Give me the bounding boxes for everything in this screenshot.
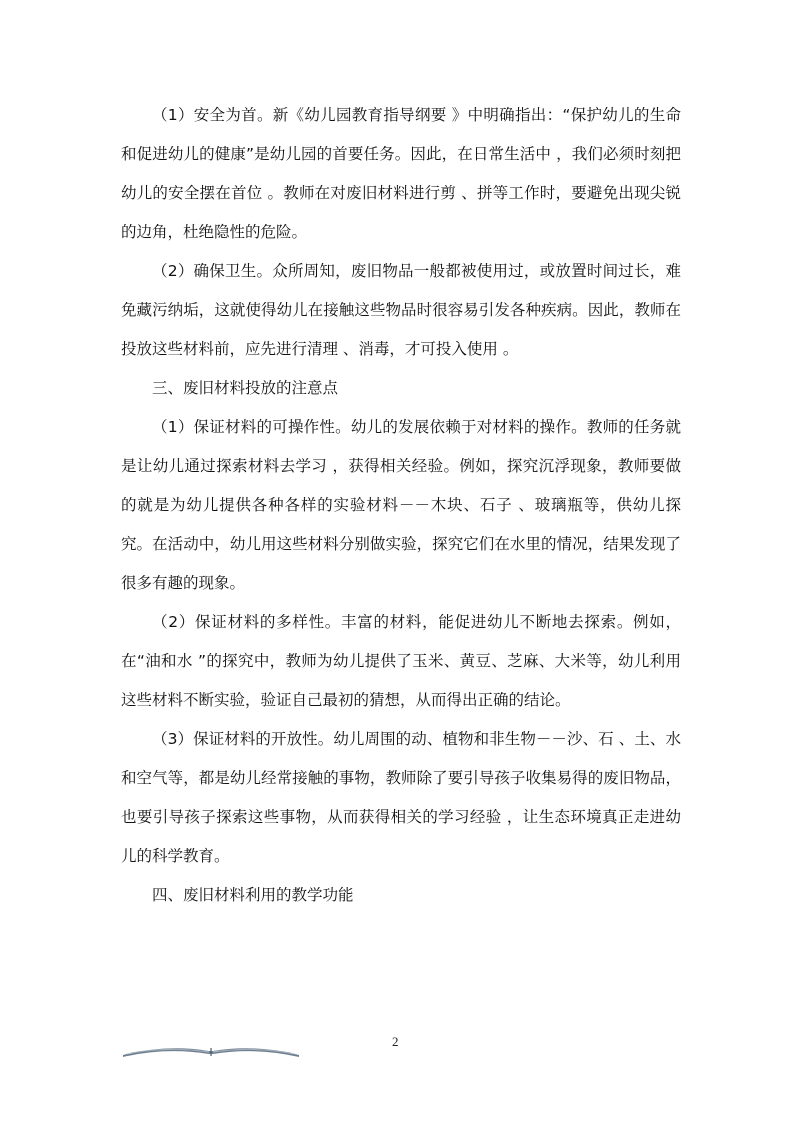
section-heading-4: 四、废旧材料利用的教学功能 (152, 886, 354, 904)
section-heading-3: 三、废旧材料投放的注意点 (152, 379, 339, 397)
open-book-icon (121, 1042, 301, 1058)
paragraph-openness: （3）保证材料的开放性。幼儿周围的动、植物和非生物－－沙、石 、土、水和空气等，都是幼儿经常接触的事物，教师除了要引导孩子收集易得的废旧物品，也要引导孩子探索这些事物，从而获得相关的学习经验 ，让生态环境真正走进幼儿的科学教育。 (121, 730, 681, 865)
document-body (121, 96, 681, 915)
paragraph-safety: （1）安全为首。新《幼儿园教育指导纲要 》中明确指出：“保护幼儿的生命和促进幼儿的健康”是幼儿园的首要任务。因此，在日常生活中 ，我们必须时刻把幼儿的安全摆在首位 。教师在对废旧材料进行剪 、拼等工作时，要避免出现尖锐的边角，杜绝隐性的危险。 (121, 106, 681, 241)
paragraph-hygiene: （2）确保卫生。众所周知，废旧物品一般都被使用过，或放置时间过长，难免藏污纳垢，这就使得幼儿在接触这些物品时很容易引发各种疾病。因此，教师在投放这些材料前，应先进行清理 、消毒，才可投入使用 。 (121, 262, 681, 358)
paragraph-diversity: （2）保证材料的多样性。丰富的材料，能促进幼儿不断地去探索。例如，在“油和水 ”的探究中，教师为幼儿提供了玉米、黄豆、芝麻、大米等，幼儿利用这些材料不断实验，验证自己最初的猜想，从而得出正确的结论。 (121, 613, 681, 709)
page-footer (0, 1030, 794, 1070)
page-number: 2 (392, 1034, 399, 1049)
paragraph-operability: （1）保证材料的可操作性。幼儿的发展依赖于对材料的操作。教师的任务就是让幼儿通过探索材料去学习 ，获得相关经验。例如，探究沉浮现象，教师要做的就是为幼儿提供各种各样的实验材料－－木块、石子 、玻璃瓶等，供幼儿探究。在活动中，幼儿用这些材料分别做实验，探究它们在水里的情况，结果发现了很多有趣的现象。 (121, 418, 681, 592)
